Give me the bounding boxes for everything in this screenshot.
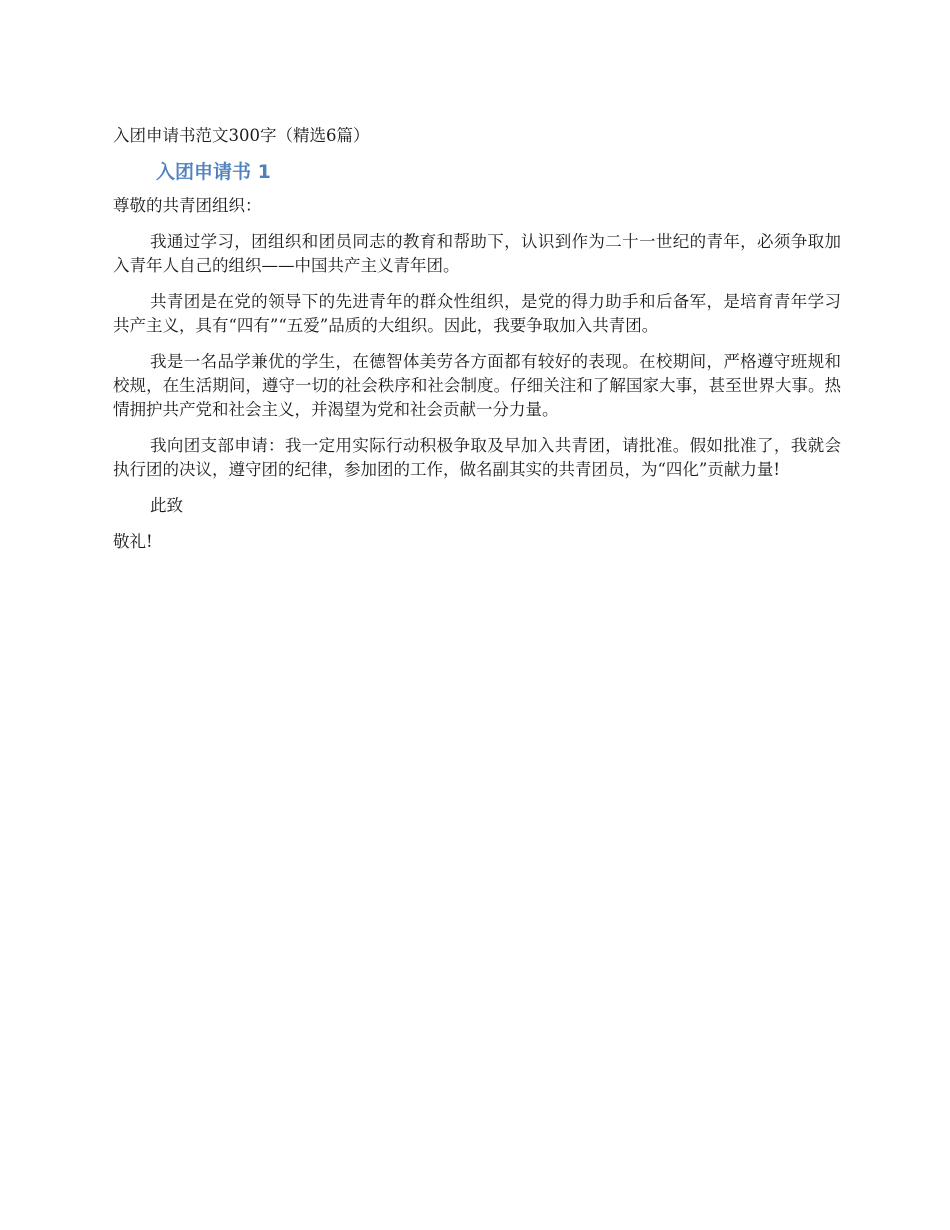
body-paragraph: 我向团支部申请：我一定用实际行动积极争取及早加入共青团，请批准。假如批准了，我就会执行团的决议，遵守团的纪律，参加团的工作，做名副其实的共青团员，为“四化”贡献力量! xyxy=(113,436,841,479)
document-title: 入团申请书范文300字（精选6篇） xyxy=(113,126,370,145)
body-paragraph: 我是一名品学兼优的学生，在德智体美劳各方面都有较好的表现。在校期间，严格遵守班规和校规，在生活期间，遵守一切的社会秩序和社会制度。仔细关注和了解国家大事，甚至世界大事。热情拥护共产党和社会主义，并渴望为党和社会贡献一分力量。 xyxy=(113,352,841,419)
body-paragraph: 我通过学习，团组织和团员同志的教育和帮助下，认识到作为二十一世纪的青年，必须争取加入青年人自己的组织——中国共产主义青年团。 xyxy=(113,232,841,275)
salutation: 尊敬的共青团组织： xyxy=(113,196,262,215)
body-paragraph: 共青团是在党的领导下的先进青年的群众性组织，是党的得力助手和后备军，是培育青年学习共产主义，具有“四有”“五爱”品质的大组织。因此，我要争取加入共青团。 xyxy=(113,292,841,335)
section-heading: 入团申请书 1 xyxy=(156,161,271,183)
document-page xyxy=(113,122,841,566)
regards-line: 敬礼! xyxy=(113,532,153,551)
closing-line: 此致 xyxy=(150,496,183,515)
